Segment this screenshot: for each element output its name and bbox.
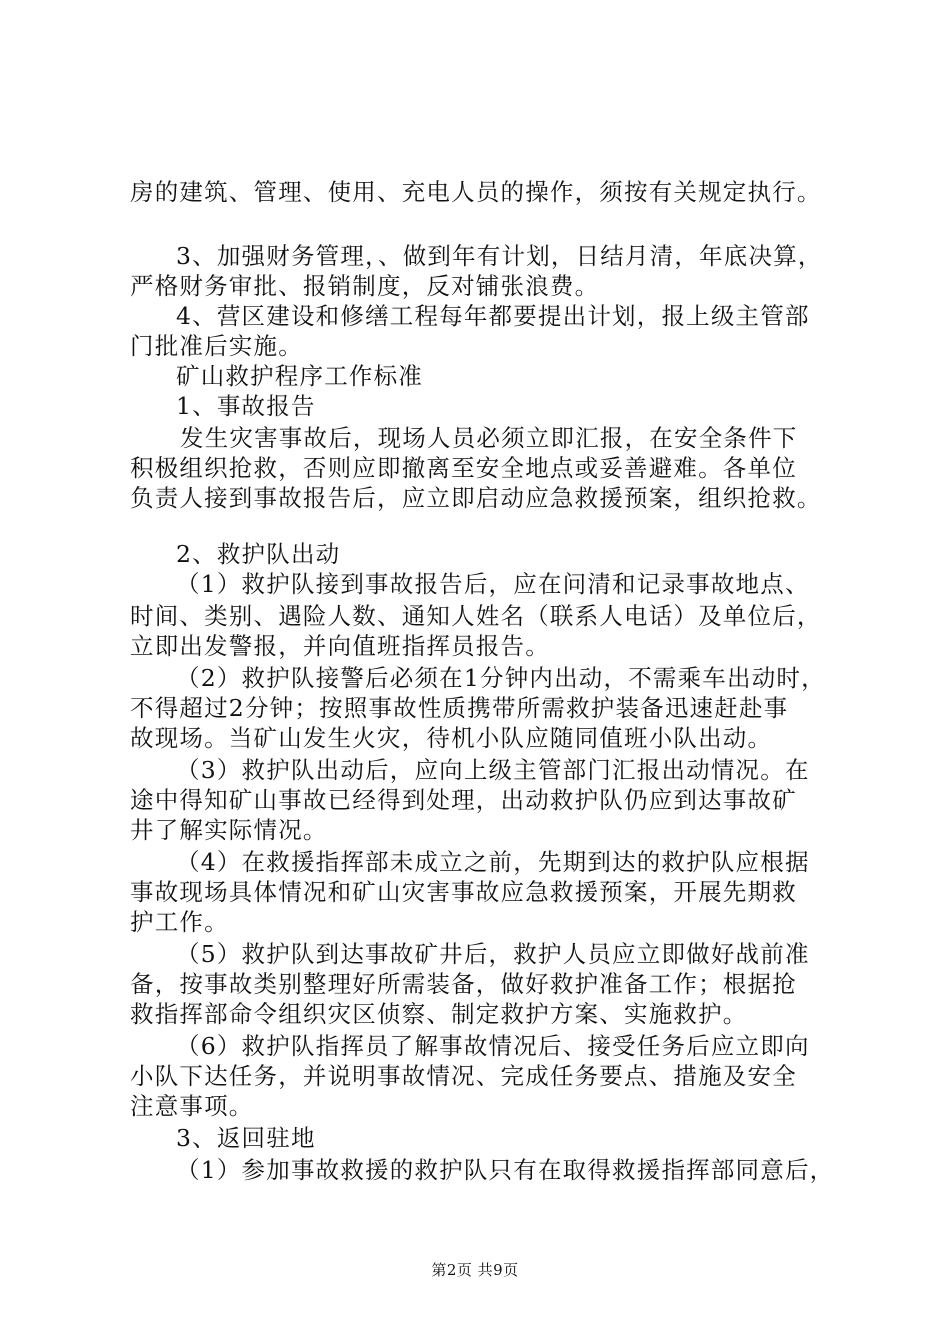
text-line: 事故现场具体情况和矿山灾害事故应急救援预案，开展先期救: [130, 878, 797, 906]
text-line: 注意事项。: [130, 1092, 254, 1120]
section-heading: 矿山救护程序工作标准: [176, 362, 423, 390]
text-line: 发生灾害事故后，现场人员必须立即汇报，在安全条件下: [180, 424, 798, 452]
text-line: 途中得知矿山事故已经得到处理，出动救护队仍应到达事故矿: [130, 786, 797, 814]
text-line: 立即出发警报，并向值班指挥员报告。: [130, 632, 550, 660]
section-heading: 2、救护队出动: [176, 540, 341, 568]
text-line: （4）在救援指挥部未成立之前，先期到达的救护队应根据: [176, 848, 810, 876]
text-line: （2）救护队接警后必须在1分钟内出动，不需乘车出动时，: [176, 664, 826, 692]
text-line: 积极组织抢救，否则应即撤离至安全地点或妥善避难。各单位: [130, 454, 797, 482]
text-line: （1）参加事故救援的救护队只有在取得救援指挥部同意后，: [176, 1156, 835, 1184]
page-footer: 第2页 共9页: [431, 1261, 519, 1279]
text-line: 3、加强财务管理，、做到年有计划，日结月清，年底决算，: [176, 242, 823, 270]
text-line: 故现场。当矿山发生火灾，待机小队应随同值班小队出动。: [130, 724, 773, 752]
section-heading: 3、返回驻地: [176, 1124, 316, 1152]
text-line: 严格财务审批、报销制度，反对铺张浪费。: [130, 272, 600, 300]
text-line: 4、营区建设和修缮工程每年都要提出计划，报上级主管部: [176, 302, 810, 330]
text-line: 负责人接到事故报告后，应立即启动应急救援预案，组织抢救。: [130, 484, 822, 512]
text-line: 门批准后实施。: [130, 332, 303, 360]
text-line: 井了解实际情况。: [130, 816, 328, 844]
text-line: （5）救护队到达事故矿井后，救护人员应立即做好战前准: [176, 940, 810, 968]
section-heading: 1、事故报告: [176, 392, 316, 420]
text-line: 房的建筑、管理、使用、充电人员的操作，须按有关规定执行。: [130, 178, 822, 206]
text-line: 不得超过2分钟；按照事故性质携带所需救护装备迅速赶赴事: [130, 694, 789, 722]
text-line: 护工作。: [130, 908, 229, 936]
text-line: 备，按事故类别整理好所需装备，做好救护准备工作；根据抢: [130, 970, 797, 998]
text-line: （6）救护队指挥员了解事故情况后、接受任务后应立即向: [176, 1032, 810, 1060]
text-line: 小队下达任务，并说明事故情况、完成任务要点、措施及安全: [130, 1062, 797, 1090]
text-line: 救指挥部命令组织灾区侦察、制定救护方案、实施救护。: [130, 1000, 748, 1028]
text-line: （3）救护队出动后，应向上级主管部门汇报出动情况。在: [176, 756, 810, 784]
text-line: （1）救护队接到事故报告后，应在问清和记录事故地点、: [176, 570, 810, 598]
text-line: 时间、类别、遇险人数、通知人姓名（联系人电话）及单位后，: [130, 602, 822, 630]
